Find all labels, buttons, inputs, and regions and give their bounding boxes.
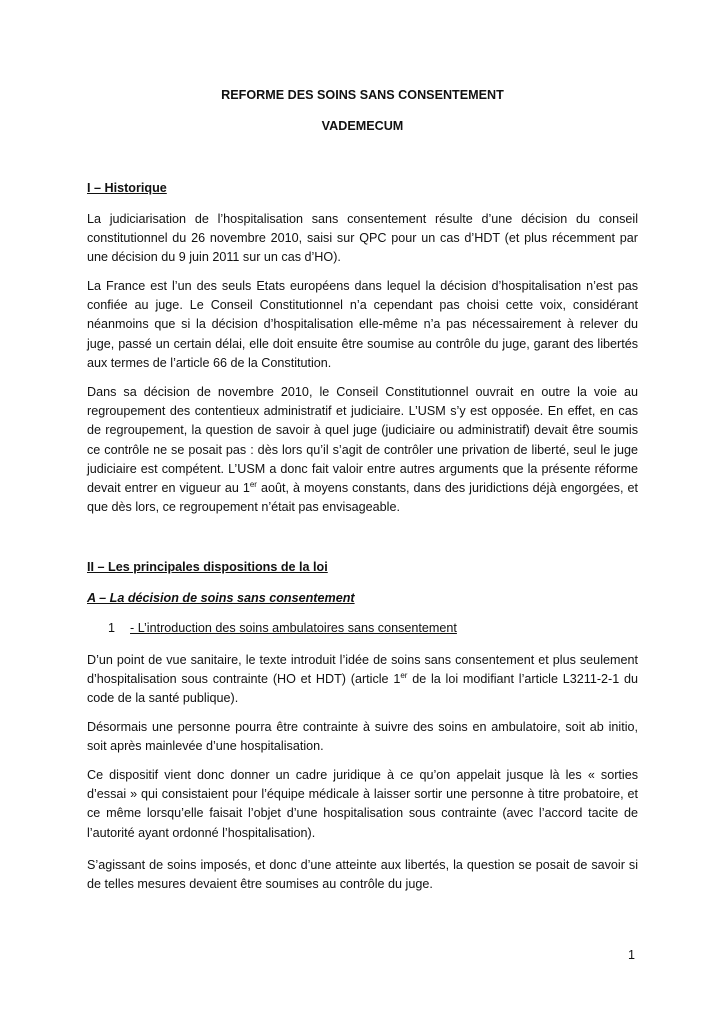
section-heading-dispositions: II – Les principales dispositions de la loi	[87, 560, 328, 574]
page-number: 1	[628, 948, 636, 962]
paragraph-3	[87, 383, 638, 517]
subsection-heading-a: A – La décision de soins sans consentement	[87, 591, 355, 605]
item-number: 1	[108, 621, 116, 635]
superscript-er: er	[249, 479, 257, 489]
document-subtitle: VADEMECUM	[321, 119, 404, 133]
numbered-item-1	[108, 621, 457, 635]
paragraph-2: La France est l’un des seuls Etats européens dans lequel la décision d’hospitalisation n’est pas confiée au juge. Le Conseil Constitutionnel n’a cependant pas choisi cette voix, considérant néanmoins que si la décision d’hospitalisation elle-même n’a pas nécessairement à relever du juge, passé un certain délai, elle doit ensuite être soumise au contrôle du juge, garant des libertés aux termes de l’article 66 de la Constitution.	[87, 279, 638, 370]
paragraph-4	[87, 651, 638, 709]
superscript-er: er	[400, 671, 408, 681]
document-title: REFORME DES SOINS SANS CONSENTEMENT	[221, 88, 504, 102]
paragraph-5: Désormais une personne pourra être contrainte à suivre des soins en ambulatoire, soit ab initio, soit après mainlevée d’une hospitalisation.	[87, 720, 638, 754]
paragraph-7: S’agissant de soins imposés, et donc d’une atteinte aux libertés, la question se posait de savoir si de telles mesures devaient être soumises au contrôle du juge.	[87, 858, 638, 892]
paragraph-4-text-a: D’un point de vue sanitaire, le texte introduit l’idée de soins sans consentement et plus seulement d’hospitalisation sous contrainte (HO et HDT) (article 1	[87, 653, 638, 687]
item-label: - L’introduction des soins ambulatoires sans consentement	[130, 621, 457, 635]
paragraph-3-text-b: août, à moyens constants, dans des juridictions déjà engorgées, et que dès lors, ce regroupement n’était pas envisageable.	[87, 481, 638, 515]
section-heading-historique: I – Historique	[87, 181, 167, 195]
paragraph-6: Ce dispositif vient donc donner un cadre juridique à ce qu’on appelait jusque là les « sorties d’essai » qui consistaient pour l’équipe médicale à laisser sortir une personne à titre probatoire, et ce même lorsqu’elle faisait l’objet d’une hospitalisation sous contrainte (avec l’accord tacite de l’autorité ayant ordonné l’hospitalisation).	[87, 768, 638, 840]
paragraph-1: La judiciarisation de l’hospitalisation sans consentement résulte d’une décision du conseil constitutionnel du 26 novembre 2010, saisi sur QPC pour un cas d’HDT (et plus récemment par une décision du 9 juin 2011 sur un cas d’HO).	[87, 212, 638, 265]
paragraph-3-text-a: Dans sa décision de novembre 2010, le Conseil Constitutionnel ouvrait en outre la voie au regroupement des contentieux administratif et judiciaire. L’USM s’y est opposée. En effet, en cas de regroupement, la question de savoir à quel juge (judiciaire ou administratif) devait être soumis ce contrôle ne se posait pas : dès lors qu’il s’agit de contrôler une privation de liberté, seul le juge judiciaire est compétent. L’USM a donc fait valoir entre autres arguments que la présente réforme devait entrer en vigueur au 1	[87, 385, 638, 496]
paragraph-4-text-b: de la loi modifiant l’article L3211-2-1 du code de la santé publique).	[87, 672, 638, 706]
